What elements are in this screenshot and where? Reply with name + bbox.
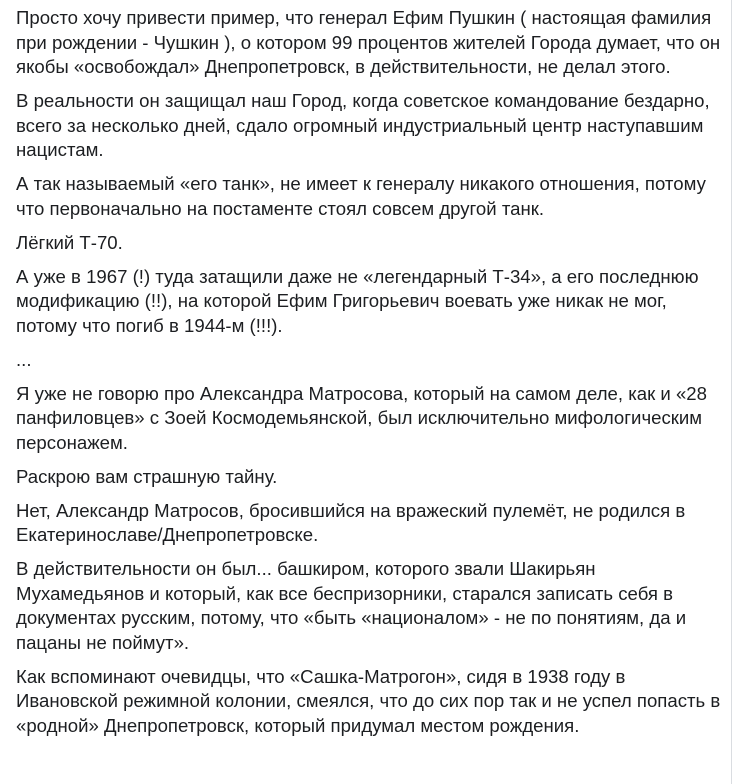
post-paragraph-4: Лёгкий Т-70. bbox=[16, 231, 123, 253]
post-paragraph-11: Как вспоминают очевидцы, что «Сашка-Матрогон», сидя в 1938 году в Ивановской режимной колонии, смеялся, что до сих пор так и не успел попасть в «родной» Днепропетровск, который придумал местом рождения. bbox=[16, 665, 721, 736]
post-paragraph-5: А уже в 1967 (!) туда затащили даже не «легендарный Т-34», а его последнюю модификацию (!!), на которой Ефим Григорьевич воевать уже никак не мог, потому что погиб в 1944-м (!!!). bbox=[16, 265, 699, 336]
post-paragraph-9: Нет, Александр Матросов, бросившийся на вражеский пулемёт, не родился в Екатеринославе/Днепропетровске. bbox=[16, 499, 686, 545]
post-paragraph-10: В действительности он был... башкиром, которого звали Шакирьян Мухамедьянов и который, как все беспризорники, старался записать себя в документах русским, потому, что «быть «националом» - не по понятиям, да и пацаны не поймут». bbox=[16, 558, 687, 653]
post-paragraph-6: ... bbox=[16, 348, 32, 370]
post-paragraph-2: В реальности он защищал наш Город, когда советское командование бездарно, всего за несколько дней, сдало огромный индустриальный центр наступавшим нацистам. bbox=[16, 90, 710, 160]
post-body bbox=[16, 6, 722, 738]
post-paragraph-7: Я уже не говорю про Александра Матросова, который на самом деле, как и «28 панфиловцев» с Зоей Космодемьянской, был исключительно мифологическим персонажем. bbox=[16, 382, 707, 453]
post-paragraph-3: А так называемый «его танк», не имеет к генералу никакого отношения, потому что первоначально на постаменте стоял совсем другой танк. bbox=[16, 173, 706, 219]
post-paragraph-1: Просто хочу привести пример, что генерал Ефим Пушкин ( настоящая фамилия при рождении - Чушкин ), о котором 99 процентов жителей Города думает, что он якобы «освобождал» Днепропетровск, в действительности, не делал этого. bbox=[16, 7, 721, 77]
post-paragraph-8: Раскрою вам страшную тайну. bbox=[16, 465, 278, 487]
